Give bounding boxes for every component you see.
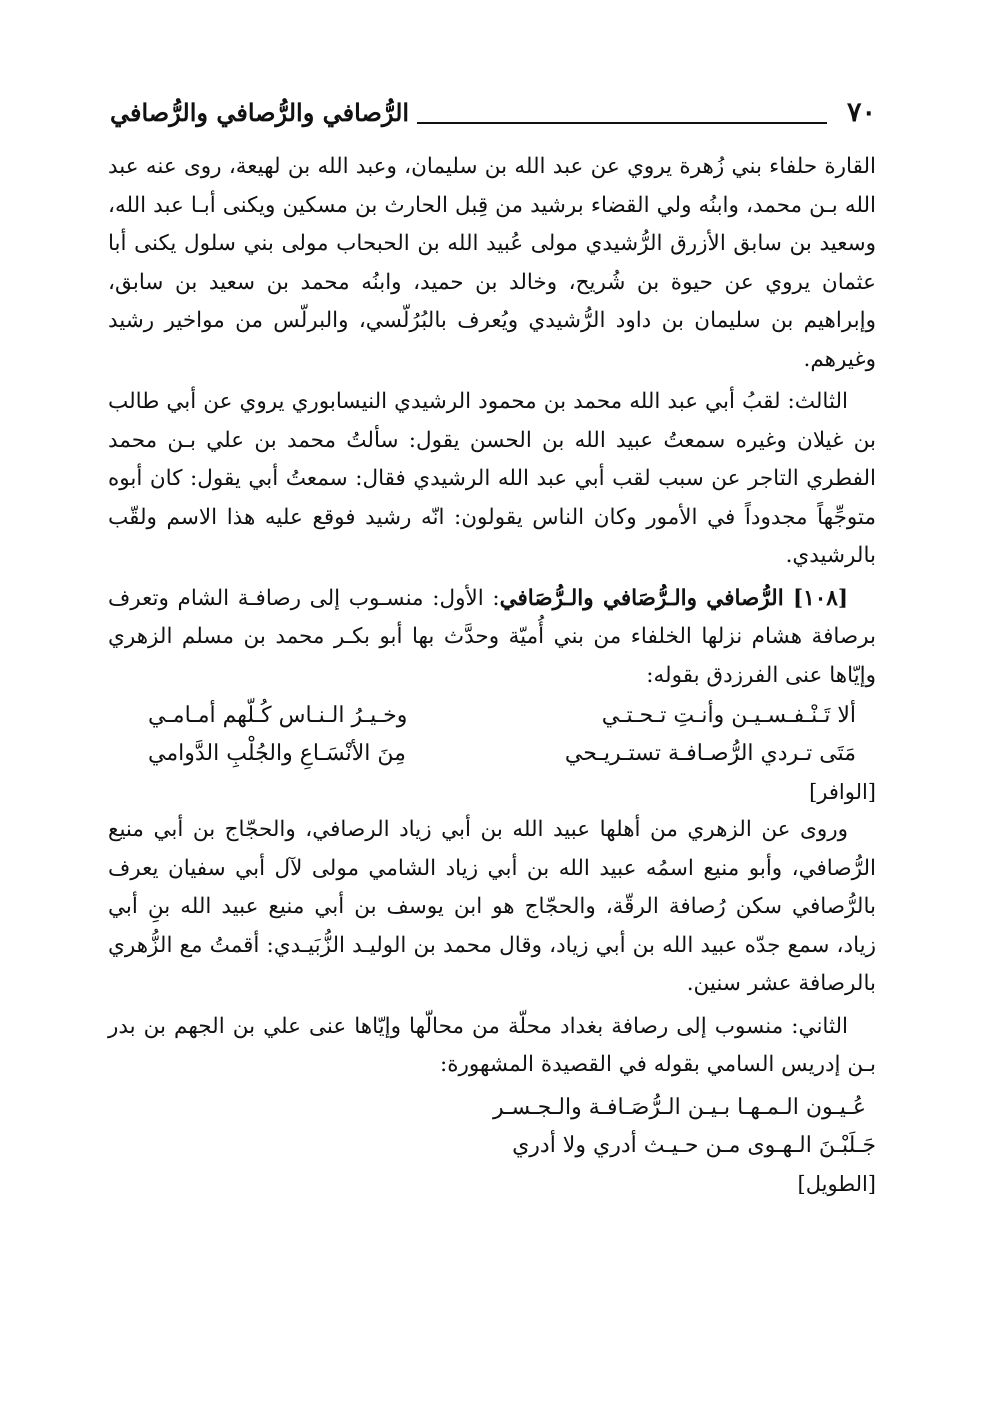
page-header <box>110 92 876 132</box>
verse-line <box>108 735 876 773</box>
page-number: ٧٠ <box>846 96 876 128</box>
entry-108 <box>108 580 876 696</box>
verse-line <box>108 697 876 735</box>
meter-label: [الطويل] <box>797 1171 876 1196</box>
hemistich-left: مِنَ الأنْسَـاعِ والجُلْبِ الدَّوامي <box>148 741 406 766</box>
poem-tawil <box>108 1089 876 1203</box>
meter-label: [الوافر] <box>809 780 876 804</box>
entry-heading: [١٠٨] الرُّصافي والـرُّصَافي والـرُّصَافي <box>499 585 848 611</box>
paragraph-4: وروى عن الزهري من أهلها عبيد الله بن أبي زياد الرصافي، والحجّاج بن أبي منيع الرُّصافي، وأبو منيع اسمُه عبيد الله بن أبي زياد الشامي مولى لآل أبي سفيان يعرف بالرُّصافي سكن رُصافة الرقّة، والحجّاج هو ابن يوسف بن أبي منيع عبيد الله بنِ أبي زياد، سمع جدّه عبيد الله بن أبي زياد، وقال محمد بن الوليـد الزُّبَيـدي: أقمتُ مع الزُّهري بالرصافة عشر سنين. <box>108 817 876 996</box>
verse-line: عُـيـون الـمـهـا بـيـن الـرُّصَـافـة والـجـسـر <box>493 1094 866 1120</box>
verse-line: جَـلَبْـنَ الـهـوى مـن حـيـث أدري ولا أدري <box>512 1132 876 1158</box>
paragraph-1: القارة حلفاء بني زُهرة يروي عن عبد الله بن سليمان، وعبد الله بن لهيعة، روى عنه عبد الله بـن محمد، وابنُه ولي القضاء برشيد من قِبل الحارث بن مسكين ويكنى أبـا عبد الله، وسعيد بن سابق الأزرق الرُّشيدي مولى عُبيد الله بن الحبحاب مولى بني سلول يكنى أبا عثمان يروي عن حيوة بن شُريح، وخالد بن حميد، وابنُه محمد بن سعيد بن سابق، وإبراهيم بن سليمان بن داود الرُّشيدي ويُعرف بالبُرُلّسي، والبرلّس من مواخير رشيد وغيرهم. <box>108 154 876 372</box>
paragraph-2: الثالث: لقبُ أبي عبد الله محمد بن محمود الرشيدي النيسابوري يروي عن أبي طالب بن غيلان وغيره سمعتُ عبيد الله بن الحسن يقول: سألتُ محمد بن علي بـن محمد الفطري التاجر عن سبب لقب أبي عبد الله الرشيدي فقال: سمعتُ أبي يقول: كان أبوه متوجِّهاً مجدوداً في الأمور وكان الناس يقولون: انّه رشيد فوقع عليه هذا الاسم ولقّب بالرشيدي. <box>108 389 876 568</box>
hemistich-left: وخـيـرُ الـنـاس كُـلّهم أمـامـي <box>148 703 408 728</box>
hemistich-right: مَتَى تـردي الرُّصـافـة تستـريـحي <box>564 741 856 766</box>
running-title: الرُّصافي والرُّصافي والرُّصافي <box>110 97 410 127</box>
page-body <box>108 148 876 1203</box>
paragraph-5: الثاني: منسوب إلى رصافة بغداد محلّة من محالّها وإيّاها عنى علي بن الجهم بن بدر بـن إدريس السامي بقوله في القصيدة المشهورة: <box>108 1013 876 1077</box>
entry-body: : الأول: منسـوب إلى رصافـة الشام وتعرف برصافة هشام نزلها الخلفاء من بني أُميّة وحدَّث بها أبو بكـر محمد بن مسلم الزهري وإيّاها عنى الفرزدق بقوله: <box>108 585 876 688</box>
hemistich-right: ألا تَـنْـفـسـيـن وأنـتِ تـحـتـي <box>601 703 856 728</box>
poem-wafir <box>108 697 876 811</box>
header-rule <box>417 122 827 124</box>
